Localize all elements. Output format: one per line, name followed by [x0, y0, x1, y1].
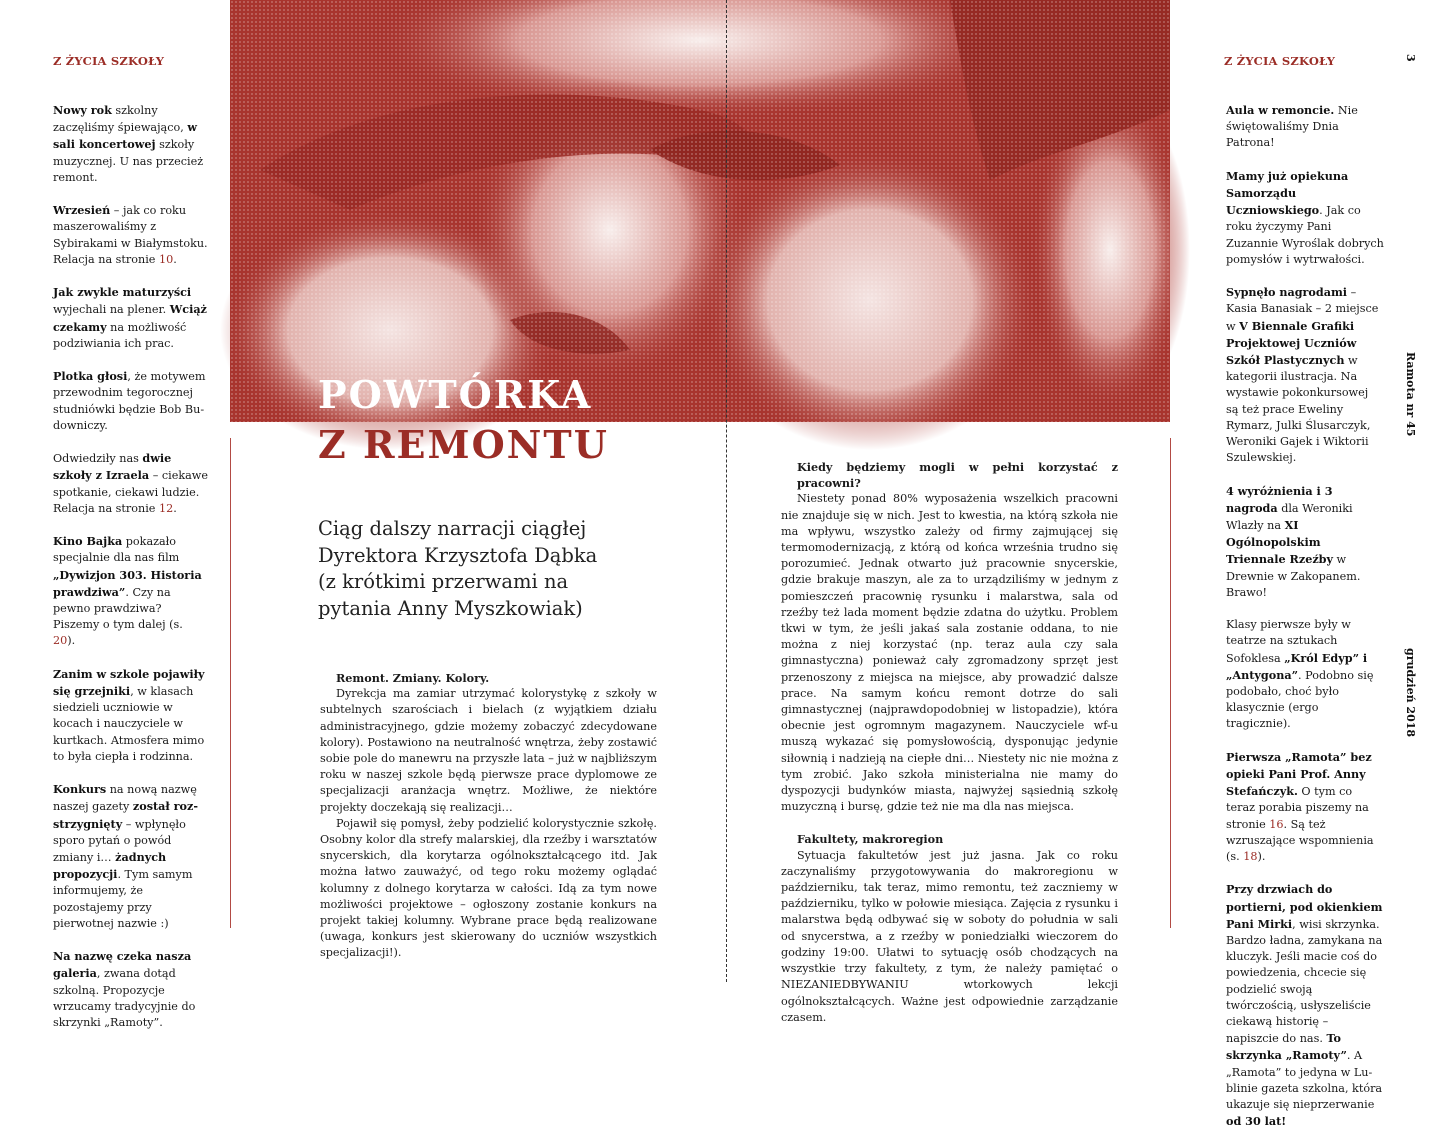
- note: Kino Bajka pokazało specjalnie dla nas film „Dywizjon 303. Historia prawdziwa”. Czy na pewno prawdziwa? Piszemy o tym dalej (s. 20).: [53, 534, 202, 648]
- note: Jak zwykle maturzyści wyjechali na plener. Wciąż czekamy na możliwość podziwiania ich prac.: [53, 285, 207, 350]
- note: Odwiedziły nas dwie szkoły z Izraela – ciekawe spotkanie, ciekawi ludzie. Relacja na stronie 12.: [53, 451, 208, 515]
- note: Mamy już opiekuna Samorządu Uczniowskiego. Jak co roku życzymy Pani Zuzannie Wyroślak dobrych pomysłów i wytrwałości.: [1226, 168, 1384, 266]
- note: Aula w remoncie. Nie świętowaliśmy Dnia Patrona!: [1226, 103, 1358, 150]
- note: 4 wyróżnienia i 3 nagroda dla Weroniki Wlazły na XI Ogólnopolskim Triennale Rzeźby w Drewnie w Zakopanem. Brawo!: [1226, 483, 1361, 599]
- note: Zanim w szkole pojawiły się grzejniki, w klasach siedzieli uczniowie w kocach i nauczyciele w kurtkach. Atmosfera mimo to była ciepła i rodzinna.: [53, 666, 205, 763]
- page-reference: 10: [158, 252, 174, 266]
- hero-portrait-image: [230, 0, 1170, 422]
- article-column-right: [781, 459, 1118, 1026]
- page-reference: 16: [1269, 817, 1284, 831]
- article-headline: [318, 370, 609, 470]
- note: Konkurs na nową nazwę naszej gazety został rozstrzygnięty – wpłynęło sporo pytań o powód zmiany i… żadnych propozycji. Tym samym informujemy, że pozostajemy przy pierwotnej nazwie :): [53, 782, 198, 930]
- issue-date: grudzień 2018: [1404, 648, 1417, 738]
- article-column-left: [320, 670, 657, 962]
- note: Wrzesień – jak co roku maszerowaliśmy z Sybirakami w Białymstoku. Relacja na stronie 10.: [53, 203, 208, 266]
- left-column-rule: [230, 438, 231, 928]
- magazine-name: Ramota nr 45: [1404, 352, 1417, 437]
- note: Pierwsza „Ramota” bez opieki Pani Prof. Anny Stefańczyk. O tym co teraz porabia piszemy na stronie 16. Są też wzruszające wspomnienia (s. 18).: [1226, 749, 1374, 864]
- right-notes-column: [1226, 102, 1384, 1147]
- note: Nowy rok szkolny zaczęliśmy śpiewająco, w sali koncertowej szkoły muzycznej. U nas przecież remont.: [53, 103, 204, 184]
- right-column-rule: [1170, 438, 1171, 928]
- headline-line-1: POWTÓRKA: [318, 372, 593, 417]
- section-label-left: Z ŻYCIA SZKOŁY: [53, 54, 165, 68]
- subheading: Remont. Zmiany. Kolory.: [336, 671, 490, 685]
- page-reference: 12: [158, 501, 174, 515]
- section-label-right: Z ŻYCIA SZKOŁY: [1224, 54, 1336, 68]
- page-reference: 18: [1243, 850, 1258, 864]
- page-reference: 20: [53, 634, 68, 648]
- note: Klasy pierwsze były w teatrze na sztukach Sofoklesa „Król Edyp” i „Antygona”. Podobno się podobało, choć było klasycznie (ergo tragicznie).: [1226, 618, 1374, 731]
- note: Przy drzwiach do portierni, pod okienkiem Pani Mirki, wisi skrzynka. Bardzo ładna, zamykana na kluczyk. Jeśli macie coś do powiedzenia, chcecie się podzielić swoją twórczością, usłyszeliście ciekawą historię – napiszcie do nas. To skrzynka „Ramoty”. A „Ramota” to jedyna w Lublinie gazeta szkolna, która ukazuje się nieprzerwanie od 30 lat!: [1226, 882, 1383, 1129]
- paragraph: Niestety ponad 80% wyposażenia wszelkich pracowni nie znajduje się w nich. Jest to kwestia, na którą szkoła nie ma wpływu, wszystko zależy od firmy zajmującej się termomodernizacją, z którą od końca września trudno się porozumieć. Jednak otwarto już pracownie snycerskie, gdzie brakuje maszyn, ale za to urządziliśmy w jednym z pomieszczeń pracownię rysunku i malarstwa, sala od rzeźby też lada moment będzie zdatna do użytku. Problem tkwi w tym, że jeśli jakaś sala zostanie oddana, to nie można z niej korzystać (np. teraz aula czy sala gimnastyczna) ponieważ cały zgromadzony sprzęt jest przenoszony z miejsca na miejsce, aby prowadzić dalsze prace. Na samym końcu remont dotrze do sali gimnastycznej (najprawdopodobniej w listopadzie), która obecnie jest ogromnym magazynem. Nauczyciele wf-u muszą wykazać się pomysłowością, dysponując jedynie siłownią i nadzieją na ciepłe dni… Niestety nic nie można z tym zrobić. Jako szkoła ministerialna nie mamy do dyspozycji budynków miasta, najwyżej sąsiednią szkołę muzyczną i bursę, gdzie też nie ma dla nas miejsca.: [781, 492, 1118, 814]
- left-notes-column: [53, 102, 208, 1047]
- subheading: Kiedy będziemy mogli w pełni korzystać z pracowni?: [797, 460, 1118, 491]
- page-number: 3: [1404, 54, 1417, 62]
- paragraph: Pojawił się pomysł, żeby podzielić kolorystycznie szkołę. Osobny kolor dla strefy malarskiej, dla rzeźby i warsztatów snycerskich, dla korytarza ogólnokształcącego itd. Jak można łatwo zauważyć, od tego roku możemy oglądać kolumny z dolnego korytarza w całości. Idą za tym nowe możliwości projektowe – ogłoszony zostanie konkurs na projekt takiej kolumny. Wybrane prace będą realizowane (uwaga, konkurs jest skierowany do uczniów wszystkich specjalizacji!).: [320, 816, 657, 960]
- paragraph: Dyrekcja ma zamiar utrzymać kolorystykę z szkoły w subtelnych szarościach i bielach (z wyjątkiem działu administracyjnego, gdzie możemy zobaczyć zdecydowane kolory). Postawiono na neutralność wnętrza, żeby zostawić sobie pole do manewru na przyszłe lata – już w najbliższym roku w naszej szkole będą pierwsze prace dyplomowe ze specjalizacji aranżacja wnętrz. Możliwe, że niektóre projekty doczekają się realizacji…: [320, 687, 657, 814]
- subheading: Fakultety, makroregion: [797, 832, 944, 847]
- paragraph: Sytuacja fakultetów jest już jasna. Jak co roku zaczynaliśmy przygotowywania do makroregionu w październiku, tak teraz, mimo remontu, też zaczniemy w październiku, tylko w połowie miesiąca. Zajęcia z rysunku i malarstwa będą odbywać się w soboty do południa w sali od snycerstwa, a z rzeźby w poniedziałki wieczorem do godziny 19:00. Ułatwi to sytuację osób chodzących na wszystkie trzy fakultety, z tym, że należy pamiętać o NIEZANIEDBYWANIU wtorkowych lekcji ogólnokształcących. Ważne jest odpowiednie zarządzanie czasem.: [781, 848, 1118, 1024]
- note: Na nazwę czeka nasza galeria, zwana dotąd szkolną. Propozycje wrzucamy tradycyjnie do skrzynki „Ramoty”.: [53, 949, 196, 1030]
- headline-line-2: Z REMONTU: [318, 422, 609, 467]
- note: Plotka głosi, że motywem przewodnim tegorocznej studniówki będzie Bob Budowniczy.: [53, 369, 206, 432]
- page-fold-line: [726, 0, 727, 982]
- article-lead: Ciąg dalszy narracji ciągłej Dyrektora Krzysztofa Dąbka (z krótkimi przerwami na pytania Anny Myszkowiak): [318, 517, 598, 620]
- note: Sypnęło nagrodami – Kasia Banasiak – 2 miejsce w V Biennale Grafiki Projektowej Uczniów Szkół Plastycznych w kategorii ilustracja. Na wystawie pokonkursowej są też prace Eweliny Rymarz, Julki Ślusarczyk, Weroniki Gajek i Wiktorii Szulewskiej.: [1226, 285, 1379, 465]
